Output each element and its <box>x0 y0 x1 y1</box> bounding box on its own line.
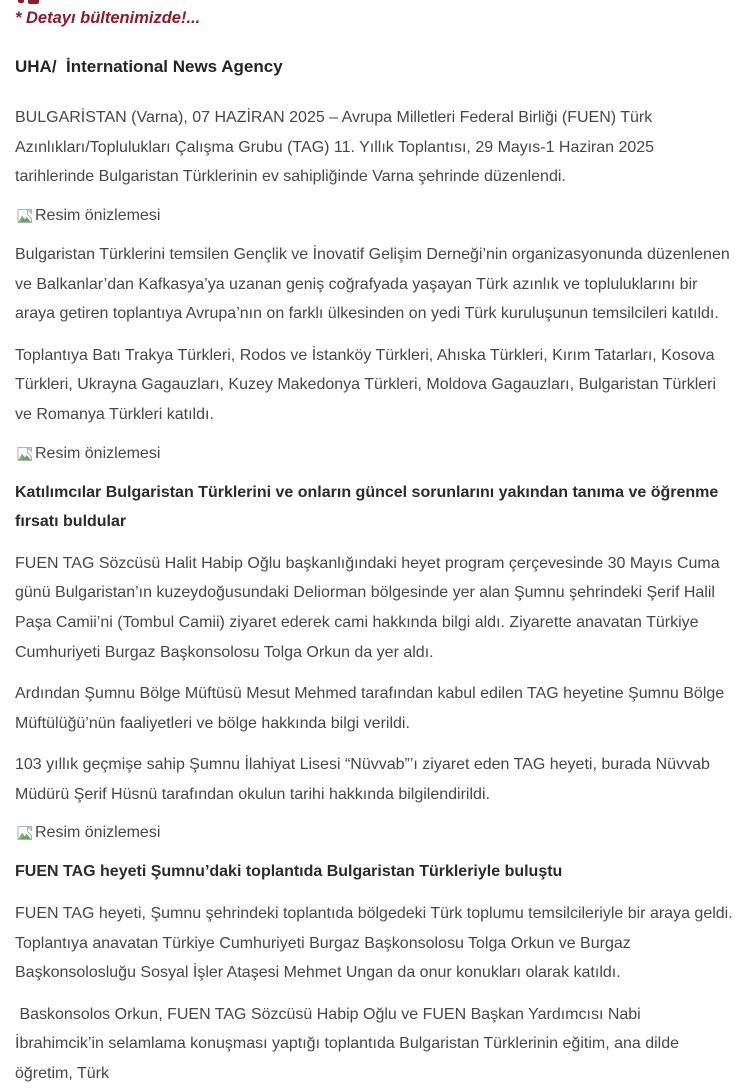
organizer-paragraph: Bulgaristan Türklerini temsilen Gençlik ve İnovatif Gelişim Derneği’nin organizasyonunda düzenlenen ve Balkanlar’dan Kafkasya’ya uzanan geniş coğrafyada yaşayan Türk azınlık ve topluluklarını bir araya getiren toplantıya Avrupa’nın on farklı ülkesinden on yedi Türk kuruluşunun temsilcileri katıldı. <box>15 245 735 323</box>
subheading-fuen-meeting: FUEN TAG heyeti Şumnu’daki toplantıda Bulgaristan Türkleriyle buluştu <box>15 863 563 881</box>
cut-off-text-fragment <box>18 0 24 3</box>
speeches-paragraph: Baskonsolos Orkun, FUEN TAG Sözcüsü Habip Oğlu ve FUEN Başkan Yardımcısı Nabi İbrahimcik’in selamlama konuşması yaptığı toplantıda Bulgaristan Türklerinin eğitim, ana dilde öğretim, Türk <box>15 1005 684 1083</box>
image-alt-text: Resim önizlemesi <box>35 824 161 842</box>
cut-off-text-fragment <box>28 0 39 4</box>
image-alt-text: Resim önizlemesi <box>35 444 161 462</box>
broken-image-icon <box>16 207 34 225</box>
broken-image-placeholder-1 <box>15 204 734 226</box>
dateline-paragraph: BULGARİSTAN (Varna), 07 HAZİRAN 2025 – Avrupa Milletleri Federal Birliği (FUEN) Türk Azınlıkları/Toplulukları Çalışma Grubu (TAG) 11. Yıllık Toplantısı, 29 Mayıs-1 Haziran 2025 tarihlerinde Bulgaristan Türklerinin ev sahipliğinde Varna şehrinde düzenlendi. <box>15 109 659 186</box>
image-alt-text: Resim önizlemesi <box>35 206 161 224</box>
nuvvab-paragraph: 103 yıllık geçmişe sahip Şumnu İlahiyat Lisesi “Nüvvab”’ı ziyaret eden TAG heyeti, burada Nüvvab Müdürü Şerif Hüsnü tarafından okulun tarihi hakkında bilgilendirildi. <box>15 756 715 803</box>
broken-image-placeholder-2 <box>15 442 734 464</box>
agency-heading: UHA/ İnternational News Agency <box>15 56 283 76</box>
mufti-paragraph: Ardından Şumnu Bölge Müftüsü Mesut Mehmed tarafından kabul edilen TAG heyetine Şumnu Bölge Müftülüğü’nün faaliyetleri ve bölge hakkında bilgi verildi. <box>15 685 729 732</box>
broken-image-placeholder-3 <box>15 821 734 843</box>
broken-image-icon <box>16 824 34 842</box>
visit-paragraph: FUEN TAG Sözcüsü Halit Habip Oğlu başkanlığındaki heyet program çerçevesinde 30 Mayıs Cuma günü Bulgaristan’ın kuzeydoğusundaki Deliorman bölgesinde yer alan Şumnu şehrindeki Şerif Halil Paşa Camii’ni (Tombul Camii) ziyaret ederek cami hakkında bilgi aldı. Ziyarette anavatan Türkiye Cumhuriyeti Burgaz Başkonsolosu Tolga Orkun da yer aldı. <box>15 554 725 661</box>
participants-paragraph: Toplantıya Batı Trakya Türkleri, Rodos ve İstanköy Türkleri, Ahıska Türkleri, Kırım Tatarları, Kosova Türkleri, Ukrayna Gagauzları, Kuzey Makedonya Türkleri, Moldova Gagauzları, Bulgaristan Türkleri ve Romanya Türkleri katıldı. <box>15 346 721 423</box>
top-note: * Detayı bültenimizde!... <box>15 9 201 27</box>
subheading-participants-learned: Katılımcılar Bulgaristan Türklerini ve onların güncel sorunlarını yakından tanıma ve öğrenme fırsatı buldular <box>15 483 719 531</box>
meeting-paragraph: FUEN TAG heyeti, Şumnu şehrindeki toplantıda bölgedeki Türk toplumu temsilcileriyle bir araya geldi. Toplantıya anavatan Türkiye Cumhuriyeti Burgaz Başkonsolosu Tolga Orkun ve Burgaz Başkonsolosluğu Sosyal İşler Ataşesi Mehmet Ungan da onur konukları olarak katıldı. <box>15 905 737 982</box>
broken-image-icon <box>16 445 34 463</box>
